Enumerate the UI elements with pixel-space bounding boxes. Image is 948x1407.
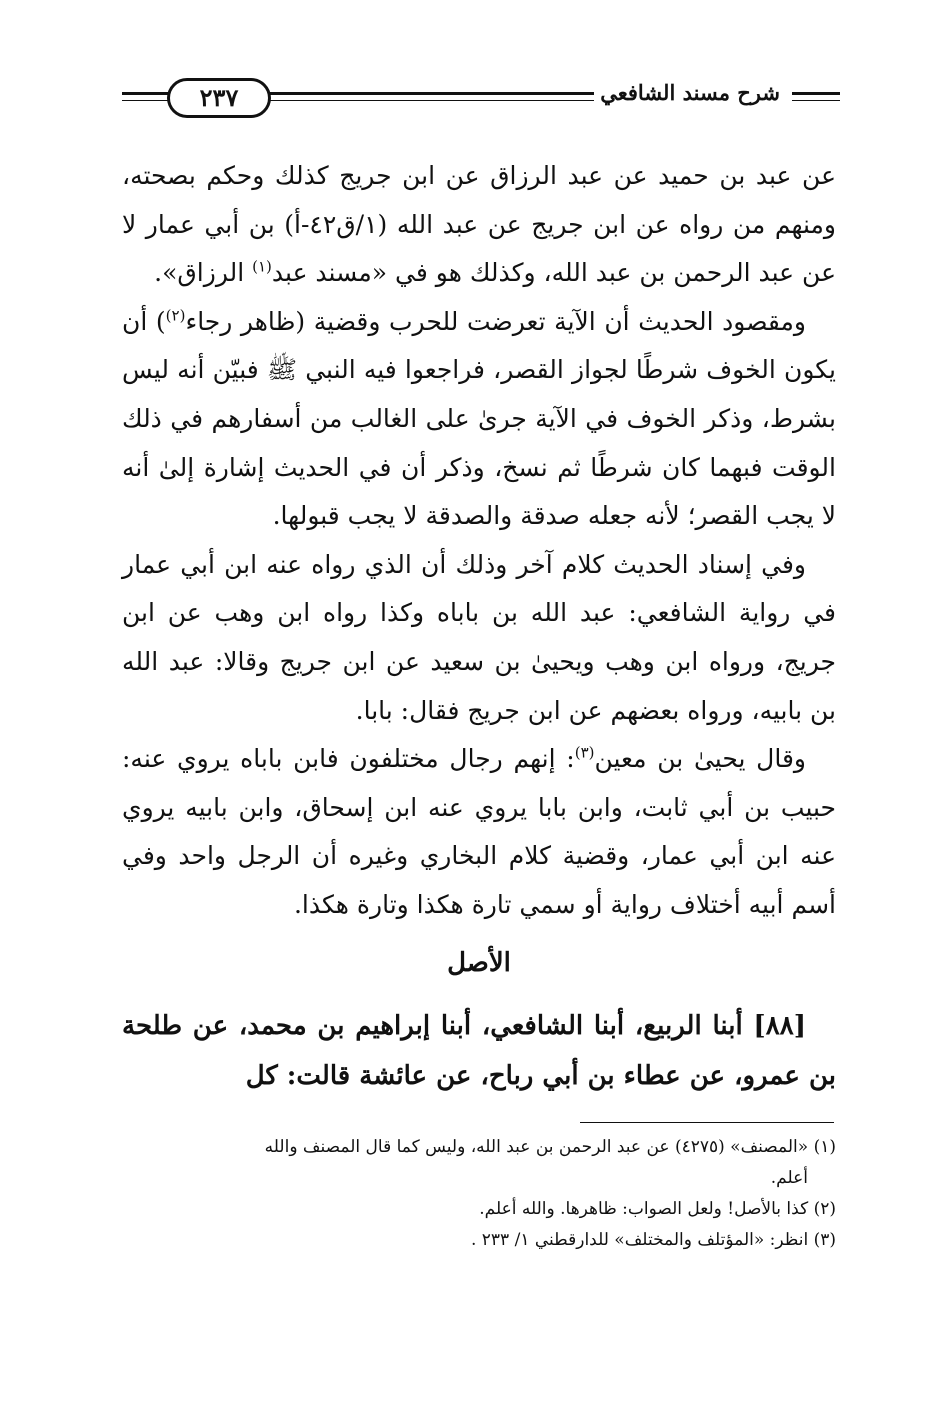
footnote-ref-2: (٢) <box>165 306 186 325</box>
footnote-2: (٢) كذا بالأصل! ولعل الصواب: ظاهرها. والله أعلم. <box>479 1199 836 1219</box>
paragraph-2 <box>122 298 836 541</box>
page-number: ٢٣٧ <box>167 78 271 118</box>
running-header <box>122 78 840 118</box>
running-title: شرح مسند الشافعي <box>594 80 786 105</box>
paragraph-1-tail: الرزاق». <box>154 258 253 288</box>
footnote-ref-3: (٣) <box>574 743 595 762</box>
paragraph-1-text: عن عبد بن حميد عن عبد الرزاق عن ابن جريج كذلك وحكم بصحته، ومنهم من رواه عن ابن جريج عن عبد الله (١/ق٤٢-أ) بن أبي عمار لا عن عبد الرحمن بن عبد الله، وكذلك هو في «مسند عبد <box>122 161 836 288</box>
paragraph-2-text-a: ومقصود الحديث أن الآية تعرضت للحرب وقضية (ظاهر رجاء <box>185 306 806 336</box>
header-rule-middle-thick <box>262 92 642 95</box>
paragraph-1 <box>122 152 836 298</box>
footnote-3: (٣) انظر: «المؤتلف والمختلف» للدارقطني ١/ ٢٣٣ . <box>470 1230 836 1250</box>
paragraph-4-text-b: : إنهم رجال مختلفون فابن باباه يروي عنه: حبيب بن أبي ثابت، وابن بابا يروي عنه ابن إسحاق، وابن بابيه يروي عنه ابن أبي عمار، وقضية كلام البخاري وغيره أن الرجل واحد وفي أسم أبيه أختلاف رواية أو سمي تارة هكذا وتارة هكذا. <box>122 744 836 919</box>
header-rule-middle-thin <box>262 100 642 101</box>
section-text <box>122 1001 836 1101</box>
paragraph-2-text-b: ) أن يكون الخوف شرطًا لجواز القصر، فراجعوا فيه النبي ﷺ فبيّن أنه ليس بشرط، وذكر الخوف في الآية جرىٰ على الغالب من أسفارهم في ذلك الوقت فبهما كان شرطًا ثم نسخ، وذكر أن في الحديث إشارة إلىٰ أنه لا يجب القصر؛ لأنه جعله صدقة والصدقة لا يجب قبولها. <box>122 306 836 531</box>
header-rule-right-thin <box>792 100 840 101</box>
header-rule-right-thick <box>792 92 840 95</box>
paragraph-3: وفي إسناد الحديث كلام آخر وذلك أن الذي رواه عنه ابن أبي عمار في رواية الشافعي: عبد الله بن باباه وكذا رواه ابن وهب عن ابن جريج، ورواه ابن وهب ويحيىٰ بن سعيد عن ابن جريج وقالا: عبد الله بن بابيه، ورواه بعضهم عن ابن جريج فقال: بابا. <box>122 549 836 725</box>
footnote-separator <box>580 1122 834 1123</box>
section-paragraph: [٨٨] أبنا الربيع، أبنا الشافعي، أبنا إبراهيم بن محمد، عن طلحة بن عمرو، عن عطاء بن أبي رباح، عن عائشة قالت: كل <box>122 1011 836 1091</box>
footnotes <box>122 1132 836 1256</box>
main-text <box>122 152 836 930</box>
footnote-1-continuation: أعلم. <box>770 1168 808 1188</box>
paragraph-4-text-a: وقال يحيىٰ بن معين <box>594 744 806 774</box>
section-heading: الأصل <box>447 948 511 978</box>
paragraph-4 <box>122 735 836 929</box>
footnote-1: (١) «المصنف» (٤٢٧٥) عن عبد الرحمن بن عبد الله، وليس كما قال المصنف والله <box>264 1137 836 1157</box>
footnote-ref-1: (١) <box>252 257 272 276</box>
